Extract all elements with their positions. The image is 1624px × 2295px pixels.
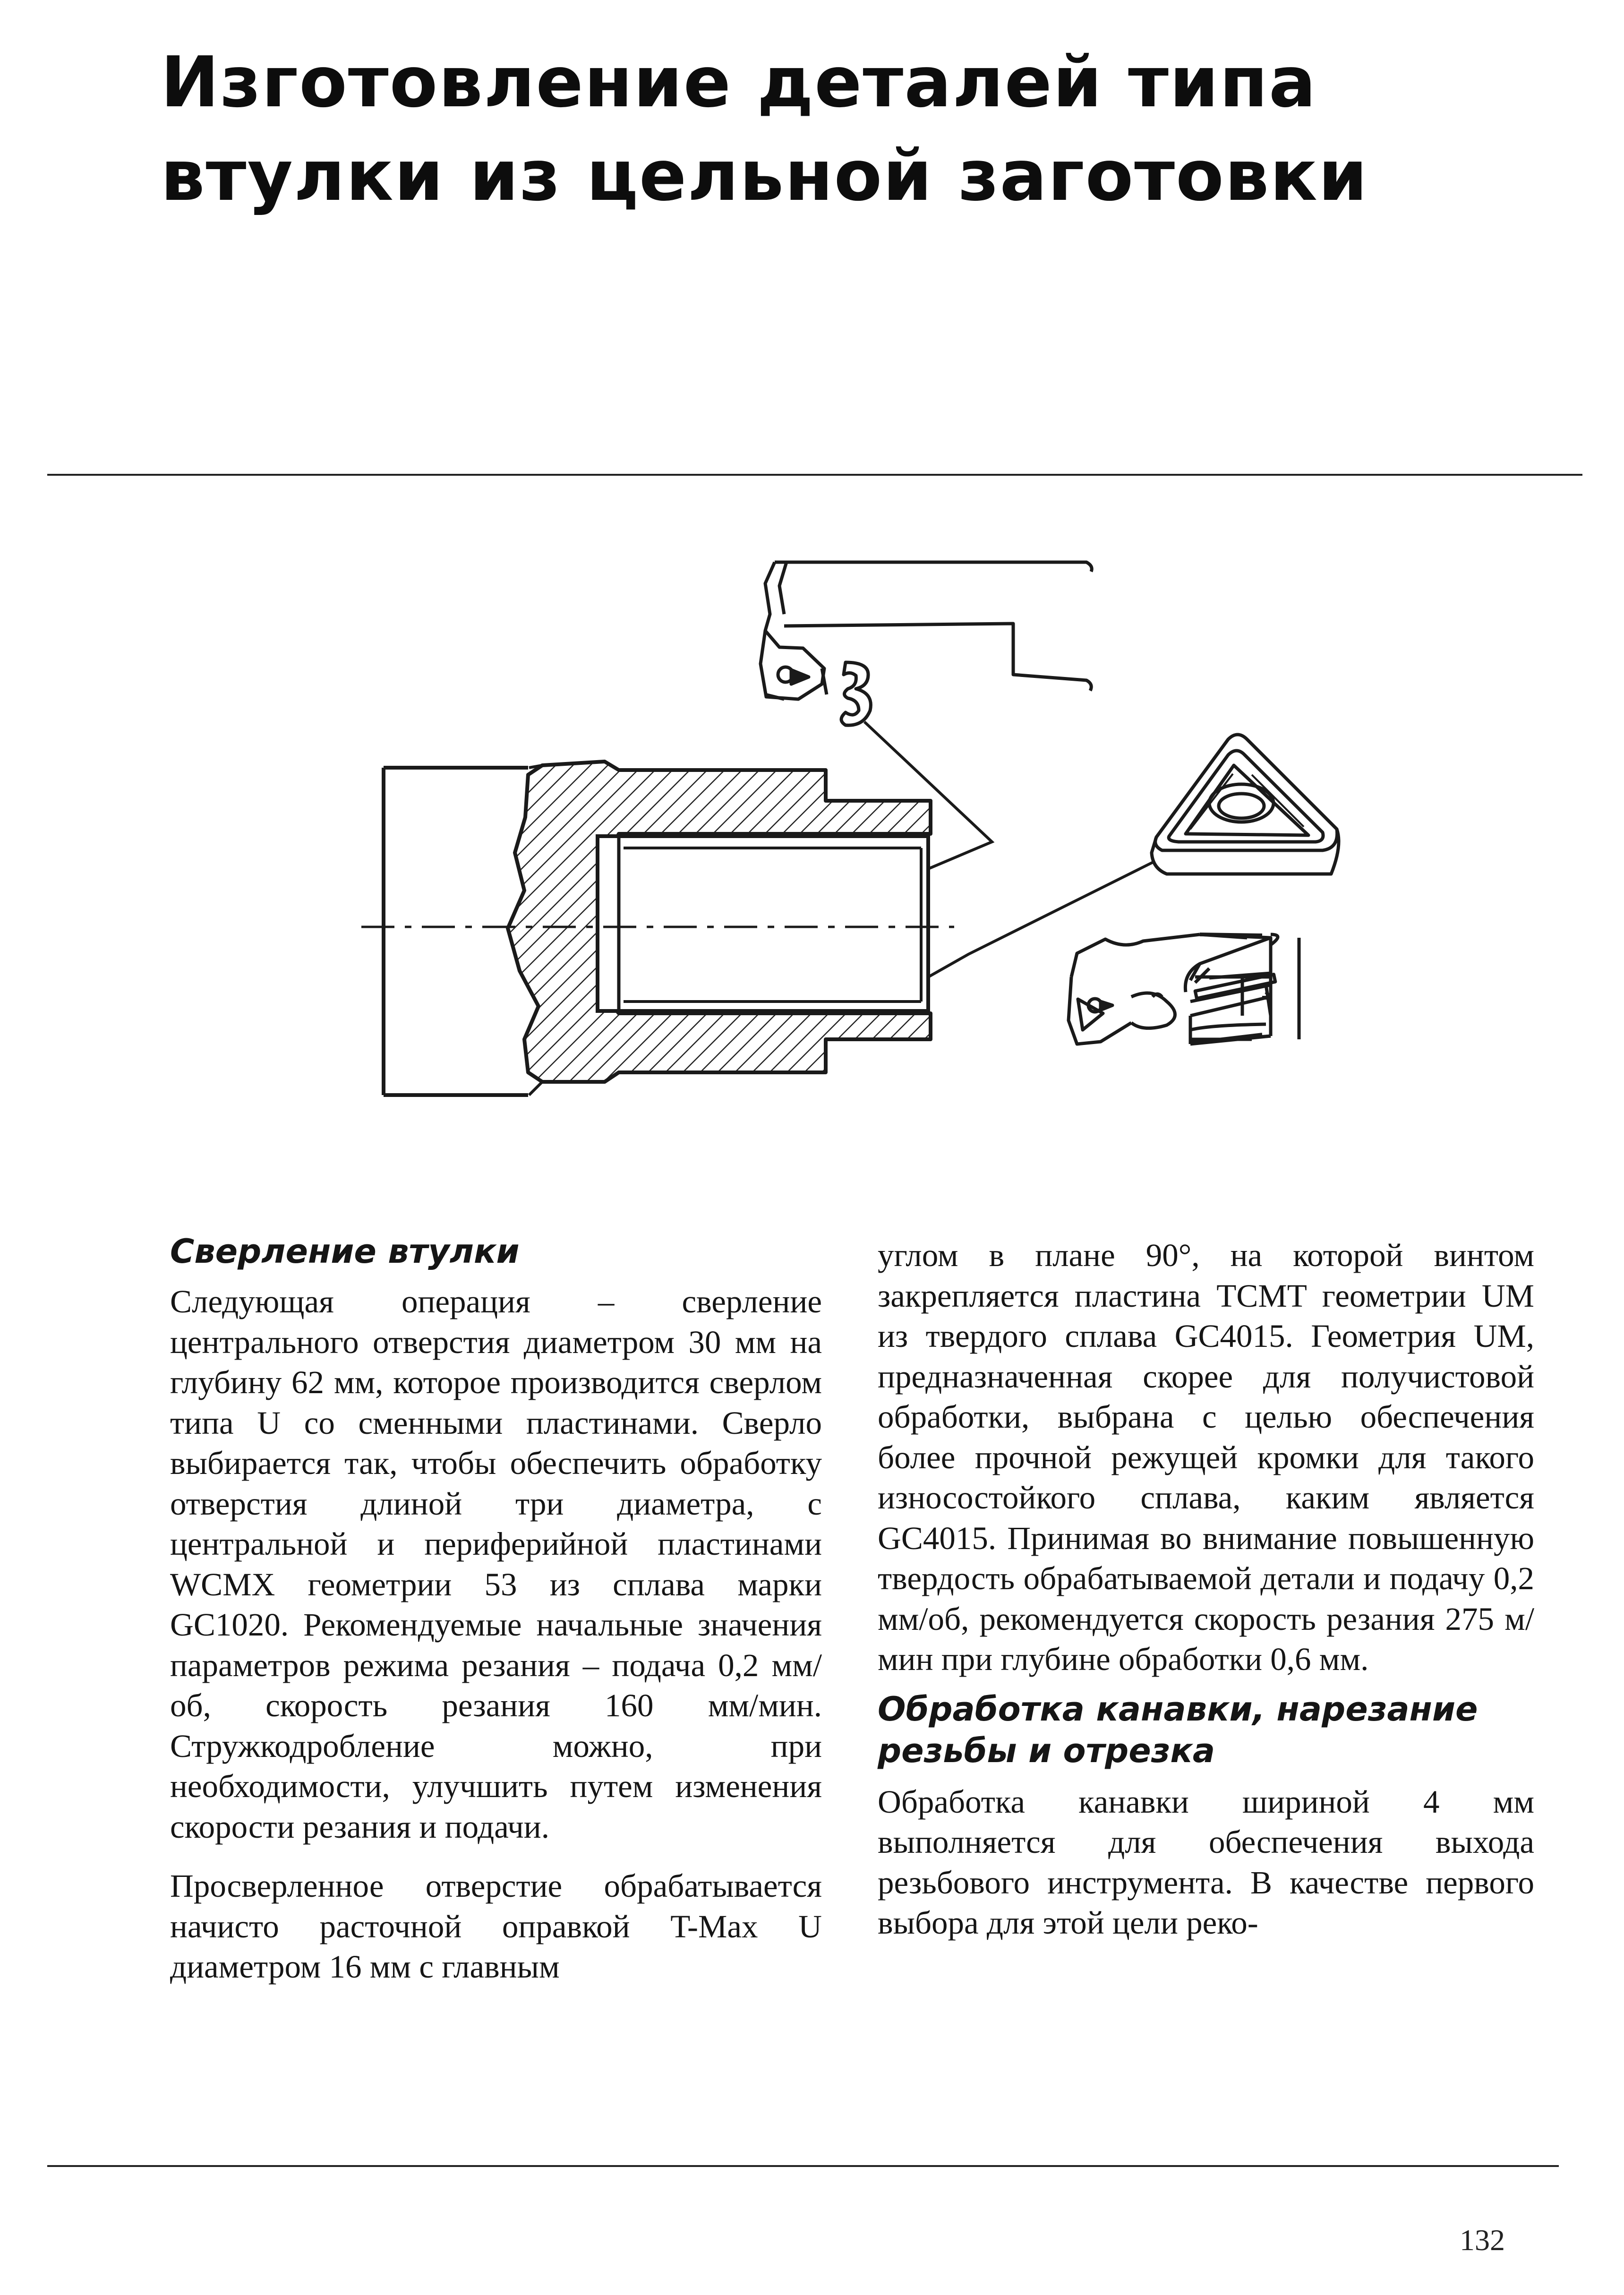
page-title-line-2: втулки из цельной заготовки bbox=[161, 135, 1368, 216]
bottom-divider bbox=[47, 2165, 1559, 2167]
left-column bbox=[170, 1231, 822, 1987]
page-title-line-1: Изготовление деталей типа bbox=[161, 42, 1317, 123]
grooving-paragraph: Обработка канавки шириной 4 мм выполняется для обеспечения выхода резьбового инструмента. В качестве первого выбора для этой цели реко- bbox=[878, 1783, 1534, 1941]
section-heading-grooving: Обработка канавки, нарезание резьбы и отрезка bbox=[878, 1689, 1478, 1770]
boring-bar-icon bbox=[1068, 934, 1299, 1044]
right-column bbox=[878, 1235, 1534, 1944]
top-divider bbox=[47, 474, 1582, 476]
tcmt-insert-icon bbox=[1152, 735, 1339, 874]
boring-paragraph: Просверленное отверстие обрабатывается начисто расточной оправкой T-Max U диаметром 16 мм с главным bbox=[170, 1868, 822, 1985]
bushing-section-icon bbox=[361, 762, 954, 1095]
section-heading-drilling: Сверление втулки bbox=[170, 1232, 520, 1271]
drilling-paragraph: Следующая операция – сверление центрального отверстия диаметром 30 мм на глубину 62 мм, которое производится сверлом типа U со сменными пластинами. Сверло выбирается так, чтобы обеспечить обработку отверстия длиной три диаметра, с центральной и периферийной пластинами WCMX геометрии 53 из сплава марки GC1020. Рекомендуемые начальные значения параметров режима резания – подача 0,2 мм/об, скорость резания 160 мм/мин. Стружкодробление можно, при необходимости, улучшить путем изменения скорости резания и подачи. bbox=[170, 1284, 822, 1845]
page-title bbox=[161, 35, 1530, 223]
machining-diagram bbox=[0, 520, 1624, 1157]
page-number: 132 bbox=[1460, 2223, 1505, 2257]
u-drill-icon bbox=[761, 562, 1092, 725]
insert-paragraph: углом в плане 90°, на которой винтом закрепляется пластина TCMT геометрии UM из твердого сплава GC4015. Геометрия UM, предназначенная скорее для получистовой обработки, выбрана с целью обеспечения более прочной режущей кромки для такого износостойкого сплава, каким является GC4015. Принимая во внимание повышенную твердость обрабатываемой детали и подачу 0,2 мм/об, рекомендуется скорость резания 275 м/мин при глубине обработки 0,6 мм. bbox=[878, 1237, 1534, 1677]
